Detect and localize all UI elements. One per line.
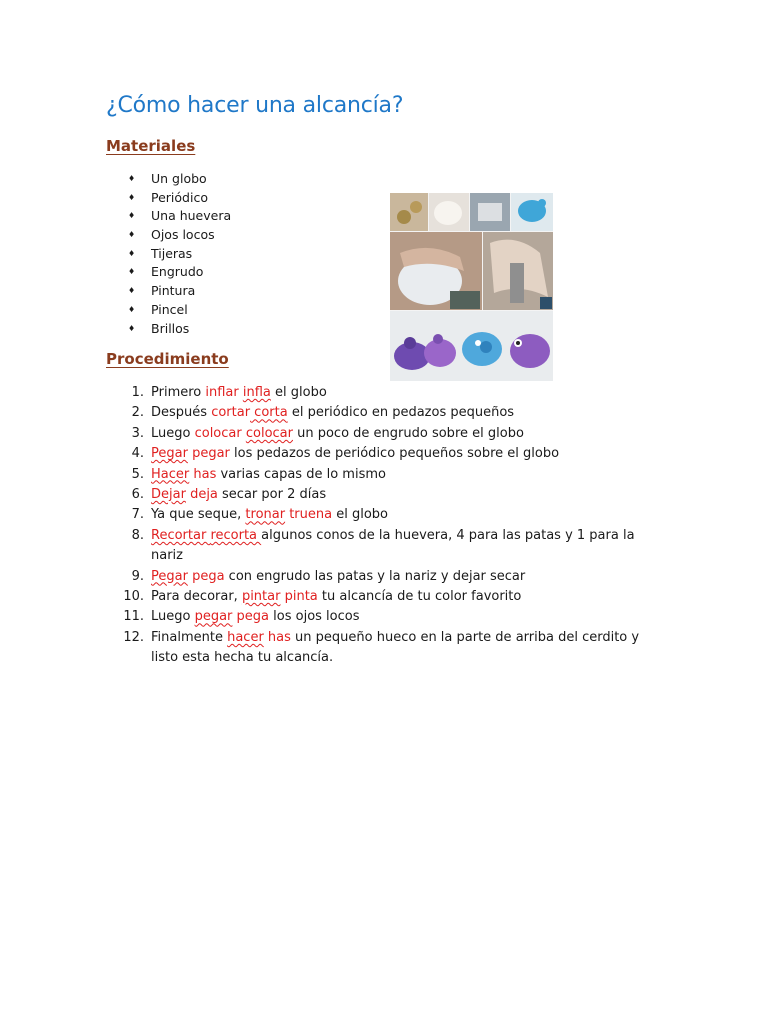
bullet-diamond-icon: ♦ bbox=[128, 267, 136, 277]
material-text: Pincel bbox=[151, 301, 188, 317]
procedure-step bbox=[120, 607, 660, 627]
step-text: secar por 2 días bbox=[217, 487, 327, 503]
bullet-diamond-icon: ♦ bbox=[128, 230, 136, 240]
material-item bbox=[128, 263, 231, 282]
corrected-word: Hacer bbox=[151, 466, 190, 482]
corrected-word: Recortar bbox=[151, 527, 211, 543]
corrected-word: pega bbox=[232, 609, 270, 625]
step-number: 9. bbox=[131, 568, 144, 584]
material-text: Una huevera bbox=[151, 208, 232, 224]
step-number: 7. bbox=[131, 507, 144, 523]
procedure-step bbox=[120, 403, 660, 423]
corrected-word: has bbox=[263, 629, 291, 645]
corrected-word: tronar bbox=[245, 507, 286, 523]
corrected-word: colocar bbox=[194, 425, 246, 441]
step-text: un poco de engrudo sobre el globo bbox=[292, 425, 524, 441]
step-text: el globo bbox=[270, 385, 327, 400]
step-text: Luego bbox=[151, 609, 195, 625]
corrected-word: Dejar bbox=[151, 487, 186, 503]
bullet-diamond-icon: ♦ bbox=[128, 304, 136, 314]
material-text: Un globo bbox=[151, 171, 207, 186]
material-text: Periódico bbox=[151, 189, 208, 205]
material-item bbox=[128, 301, 231, 320]
step-text: Primero bbox=[151, 385, 206, 400]
procedure-step bbox=[120, 383, 660, 403]
step-text: un pequeño hueco en la parte de arriba del cerdito y listo esta hecha tu alcancía. bbox=[151, 629, 640, 666]
corrected-word: pinta bbox=[280, 589, 318, 605]
step-number: 5. bbox=[131, 466, 144, 482]
step-number: 6. bbox=[131, 487, 144, 503]
procedure-step bbox=[120, 505, 660, 525]
procedure-step bbox=[120, 628, 660, 669]
collage-image bbox=[390, 193, 553, 381]
step-number: 11. bbox=[123, 609, 144, 625]
step-text: Ya que seque, bbox=[151, 507, 246, 523]
corrected-word: cortar bbox=[211, 405, 251, 421]
bullet-diamond-icon: ♦ bbox=[128, 248, 136, 258]
corrected-word: deja bbox=[185, 487, 218, 503]
bullet-diamond-icon: ♦ bbox=[128, 323, 136, 333]
step-number: 2. bbox=[131, 405, 144, 421]
procedure-steps bbox=[120, 383, 660, 669]
corrected-word: corta bbox=[250, 405, 288, 421]
step-text: tu alcancía de tu color favorito bbox=[317, 589, 522, 605]
materials-list bbox=[128, 170, 231, 338]
corrected-word: hacer bbox=[227, 629, 264, 645]
step-text: el periódico en pedazos pequeños bbox=[287, 405, 515, 421]
material-text: Brillos bbox=[151, 320, 190, 336]
bullet-diamond-icon: ♦ bbox=[128, 192, 136, 202]
step-text: el globo bbox=[332, 507, 389, 523]
corrected-word: truena bbox=[285, 507, 333, 523]
corrected-word: colocar bbox=[245, 425, 293, 441]
procedure-step bbox=[120, 444, 660, 464]
piggy-bank-photo-collage bbox=[390, 193, 553, 381]
material-item bbox=[128, 189, 231, 208]
step-number: 3. bbox=[131, 425, 144, 441]
material-text: Engrudo bbox=[151, 264, 204, 280]
step-number: 10. bbox=[123, 589, 144, 605]
corrected-word: inflar bbox=[205, 385, 243, 400]
material-text: Ojos locos bbox=[151, 227, 215, 243]
step-text: Para decorar, bbox=[151, 589, 242, 605]
step-text: los pedazos de periódico pequeños sobre el globo bbox=[229, 446, 560, 462]
step-number: 8. bbox=[131, 527, 144, 543]
material-item bbox=[128, 282, 231, 301]
corrected-word: has bbox=[189, 466, 217, 482]
bullet-diamond-icon: ♦ bbox=[128, 286, 136, 296]
material-item bbox=[128, 245, 231, 264]
corrected-word: pegar bbox=[194, 609, 233, 625]
procedure-step bbox=[120, 465, 660, 485]
step-text: varias capas de lo mismo bbox=[216, 466, 386, 482]
procedure-step bbox=[120, 526, 660, 567]
material-item bbox=[128, 207, 231, 226]
material-text: Pintura bbox=[151, 283, 196, 299]
step-text: Luego bbox=[151, 425, 195, 441]
step-number: 4. bbox=[131, 446, 144, 462]
step-text: Después bbox=[151, 405, 212, 421]
step-text: con engrudo las patas y la nariz y dejar secar bbox=[224, 568, 526, 584]
procedure-step bbox=[120, 587, 660, 607]
corrected-word: pintar bbox=[241, 589, 281, 605]
procedure-step bbox=[120, 424, 660, 444]
corrected-word: Pegar bbox=[151, 446, 188, 462]
materials-heading: Materiales bbox=[106, 137, 196, 155]
material-item bbox=[128, 320, 231, 339]
material-item bbox=[128, 226, 231, 245]
procedure-step bbox=[120, 485, 660, 505]
step-text: algunos conos de la huevera, 4 para las patas y 1 para la nariz bbox=[151, 527, 635, 564]
step-number: 12. bbox=[123, 629, 144, 645]
corrected-word: recorta bbox=[210, 527, 262, 543]
corrected-word: Pegar bbox=[151, 568, 188, 584]
page-title: ¿Cómo hacer una alcancía? bbox=[106, 93, 404, 118]
bullet-diamond-icon: ♦ bbox=[128, 211, 136, 221]
corrected-word: infla bbox=[242, 385, 271, 400]
procedure-heading: Procedimiento bbox=[106, 350, 229, 368]
material-item bbox=[128, 170, 231, 189]
procedure-step bbox=[120, 567, 660, 587]
corrected-word: pega bbox=[187, 568, 225, 584]
material-text: Tijeras bbox=[151, 245, 193, 261]
step-text: los ojos locos bbox=[269, 609, 360, 625]
step-text: Finalmente bbox=[151, 629, 228, 645]
step-number: 1. bbox=[131, 385, 144, 400]
bullet-diamond-icon: ♦ bbox=[128, 174, 136, 183]
corrected-word: pegar bbox=[187, 446, 230, 462]
